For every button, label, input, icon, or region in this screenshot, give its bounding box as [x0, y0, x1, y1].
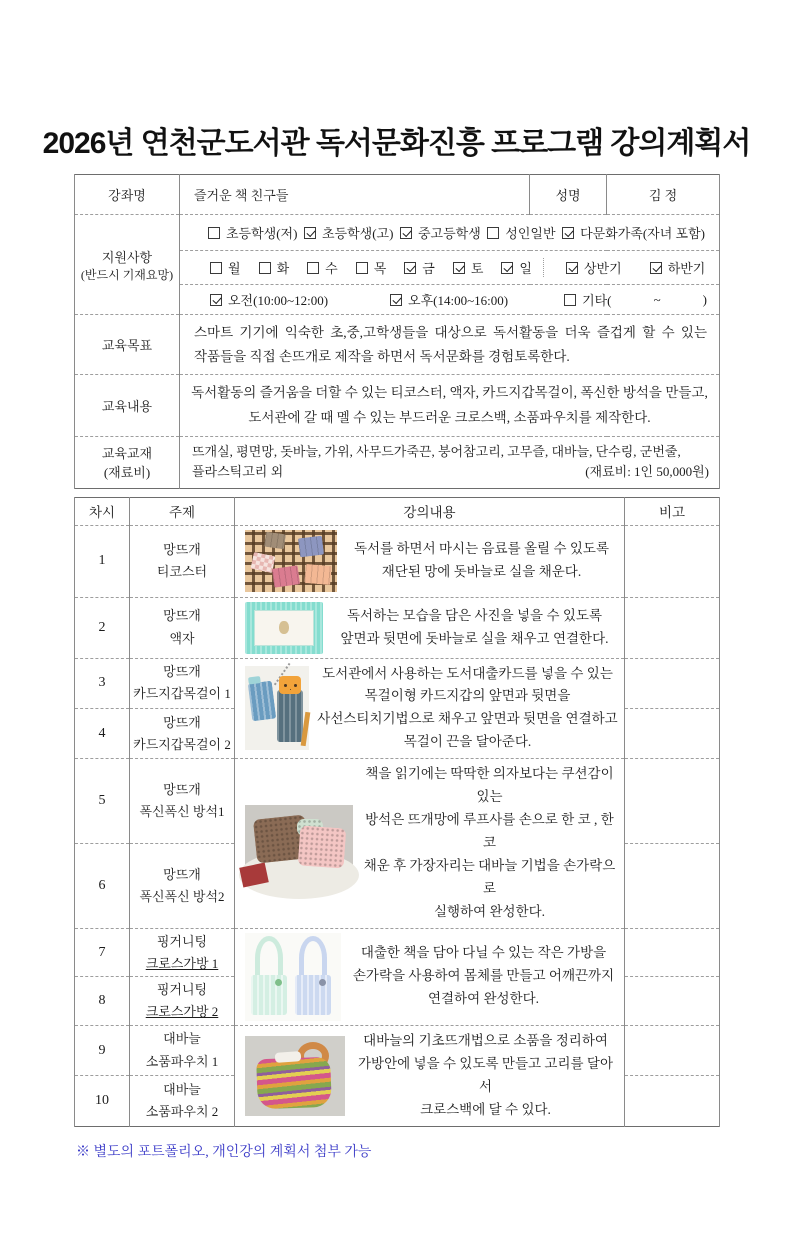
- desc-line: 도서관에서 사용하는 도서대출카드를 넣을 수 있는: [322, 665, 613, 681]
- topic-cell: [130, 928, 235, 977]
- lecture-content-cell: [235, 658, 625, 759]
- desc-line: 목걸이 끈을 달아준다.: [403, 734, 532, 750]
- days-cell: [180, 251, 720, 285]
- table-row: [75, 759, 720, 844]
- day-option-label: 목: [373, 261, 387, 276]
- time-option: [210, 290, 328, 309]
- desc-line: 크로스백에 달 수 있다.: [420, 1101, 551, 1117]
- desc-line: 독서를 하면서 마시는 음료를 올릴 수 있도록: [354, 541, 609, 557]
- checkbox-icon: [487, 227, 499, 239]
- content-text: [180, 375, 720, 437]
- topic-line1: 망뜨개: [163, 866, 201, 882]
- topic-line1: 망뜨개: [163, 608, 201, 624]
- checkbox-icon: [564, 294, 576, 306]
- cushion-photo: [245, 805, 353, 883]
- lecture-description: [331, 605, 618, 651]
- semester-options: [543, 258, 719, 277]
- topic-line1: 핑거니팅: [156, 933, 208, 949]
- table-row: [75, 1025, 720, 1075]
- card-wallet-photo: [245, 666, 309, 750]
- checkbox-icon: [356, 262, 368, 274]
- topic-line1: 망뜨개: [163, 541, 201, 557]
- session-number: 9: [75, 1025, 130, 1075]
- table-row: [75, 658, 720, 708]
- col-header-session: 차시: [75, 497, 130, 525]
- checkbox-icon: [566, 262, 578, 274]
- checkbox-icon: [307, 262, 319, 274]
- topic-line2: 액자: [169, 630, 195, 646]
- session-number: 5: [75, 759, 130, 844]
- support-section-label: [75, 215, 180, 315]
- day-option-label: 금: [422, 261, 435, 276]
- times-cell: [180, 285, 720, 315]
- note-cell: [625, 597, 720, 658]
- session-number: 3: [75, 658, 130, 708]
- day-option: [356, 258, 387, 277]
- lecture-description: [345, 538, 618, 584]
- checkbox-icon: [453, 262, 465, 274]
- desc-line: 재단된 망에 돗바늘로 실을 채운다.: [381, 564, 582, 580]
- topic-line2: 카드지갑목걸이 2: [133, 736, 231, 752]
- lecture-content-cell: [235, 525, 625, 597]
- content-line1: 독서활동의 즐거움을 더할 수 있는 티코스터, 액자, 카드지갑목걸이, 폭신한 방석을 만들고,: [191, 385, 708, 401]
- session-number: 8: [75, 977, 130, 1026]
- topic-line2: 폭신폭신 방석1: [139, 804, 225, 820]
- topic-cell: [130, 759, 235, 844]
- instructor-name: 김 정: [607, 175, 720, 215]
- semester-option: [650, 258, 706, 277]
- lecture-content-cell: [235, 597, 625, 658]
- session-number: 1: [75, 525, 130, 597]
- topic-line1: 대바늘: [163, 1031, 201, 1047]
- pouch-photo: [245, 1036, 345, 1116]
- note-cell: [625, 928, 720, 977]
- knit-frame-photo: [245, 602, 323, 654]
- time-option-label: 기타(: [582, 293, 612, 308]
- material-label-line2: (재료비): [103, 465, 151, 481]
- course-name-value: 즐거운 책 친구들: [180, 175, 530, 215]
- course-name-label: 강좌명: [75, 175, 180, 215]
- session-number: 2: [75, 597, 130, 658]
- material-label-line1: 교육교재: [101, 446, 153, 462]
- checkbox-icon: [404, 262, 416, 274]
- day-option: [404, 258, 435, 277]
- goal-text: [180, 315, 720, 375]
- topic-line1: 망뜨개: [163, 714, 201, 730]
- semester-option: [566, 258, 622, 277]
- desc-line: 가방안에 넣을 수 있도록 만들고 고리를 달아서: [358, 1055, 613, 1094]
- material-cost: (재료비: 1인 50,000원): [585, 464, 709, 480]
- lecture-content-cell: [235, 1025, 625, 1126]
- table-row: [75, 928, 720, 977]
- instructor-label: 성명: [530, 175, 607, 215]
- desc-line: 손가락을 사용하여 몸체를 만들고 어깨끈까지: [352, 968, 615, 984]
- desc-line: 연결하여 완성한다.: [427, 991, 540, 1007]
- content-label: 교육내용: [75, 375, 180, 437]
- day-option: [501, 258, 532, 277]
- lecture-description: [361, 763, 618, 924]
- topic-line2: 티코스터: [156, 564, 208, 580]
- day-option: [210, 258, 241, 277]
- col-header-content: 강의내용: [235, 497, 625, 525]
- day-option: [307, 258, 338, 277]
- target-option-label: 성인일반: [505, 226, 556, 241]
- course-info-table: [74, 174, 720, 489]
- support-label-line1: 지원사항: [101, 249, 153, 265]
- day-option-label: 토: [470, 261, 484, 276]
- target-option: [208, 223, 297, 242]
- material-text: [180, 437, 720, 488]
- note-cell: [625, 759, 720, 844]
- checkbox-icon: [304, 227, 316, 239]
- target-option: [487, 223, 555, 242]
- checkbox-icon: [210, 262, 222, 274]
- topic-cell: [130, 658, 235, 708]
- topic-line2: 소품파우치 1: [145, 1053, 219, 1069]
- lecture-content-cell: [235, 759, 625, 929]
- note-cell: [625, 1076, 720, 1126]
- cross-bag-photo: [245, 933, 341, 1021]
- topic-line2: 크로스가방 1: [145, 955, 219, 971]
- desc-line: 사선스티치기법으로 채우고 앞면과 뒷면을 연결하고: [317, 711, 618, 727]
- desc-line: 대바늘의 기초뜨개법으로 소품을 정리하여: [363, 1032, 608, 1048]
- checkbox-icon: [562, 227, 574, 239]
- checkbox-icon: [259, 262, 271, 274]
- checkbox-icon: [650, 262, 662, 274]
- day-option-label: 일: [519, 261, 532, 276]
- note-cell: [625, 525, 720, 597]
- checkbox-icon: [208, 227, 220, 239]
- material-line2: 플라스틱고리 외: [192, 464, 284, 480]
- topic-cell: [130, 1025, 235, 1075]
- target-option-label: 초등학생(저): [226, 226, 298, 241]
- target-option-label: 초등학생(고): [321, 226, 394, 241]
- goal-line1: 스마트 기기에 익숙한 초,중,고학생들을 대상으로 독서활동을 더욱 즐겁게 할 수 있는: [194, 325, 707, 340]
- desc-line: 독서하는 모습을 담은 사진을 넣을 수 있도록: [347, 607, 602, 623]
- day-option: [453, 258, 484, 277]
- day-option-label: 수: [325, 261, 338, 276]
- checkbox-icon: [390, 294, 402, 306]
- note-cell: [625, 977, 720, 1026]
- topic-line1: 대바늘: [163, 1081, 201, 1097]
- checkbox-icon: [210, 294, 222, 306]
- note-cell: [625, 658, 720, 708]
- topic-line1: 망뜨개: [163, 782, 201, 798]
- target-option: [304, 223, 393, 242]
- topic-line1: 핑거니팅: [156, 982, 208, 997]
- target-audience-cell: [180, 215, 720, 251]
- goal-label: 교육목표: [75, 315, 180, 375]
- session-number: 6: [75, 844, 130, 929]
- checkbox-icon: [501, 262, 513, 274]
- semester-option-label: 하반기: [667, 261, 706, 276]
- lecture-description: [349, 942, 618, 1011]
- target-option-label: 중고등학생: [417, 226, 481, 241]
- day-option-label: 월: [228, 261, 241, 276]
- topic-line2: 소품파우치 2: [145, 1103, 219, 1119]
- goal-line2: 작품들을 직접 손뜨개로 제작을 하면서 독서문화를 경험토록한다.: [194, 348, 570, 364]
- content-line2: 도서관에 갈 때 멜 수 있는 부드러운 크로스백, 소품파우치를 제작한다.: [248, 409, 651, 425]
- day-option-label: 화: [276, 261, 290, 276]
- day-option: [259, 258, 290, 277]
- lecture-description: [353, 1030, 618, 1122]
- target-option: [400, 223, 481, 242]
- time-etc-close-paren: ): [702, 291, 707, 307]
- table-row: [75, 597, 720, 658]
- note-cell: [625, 1025, 720, 1075]
- topic-cell: [130, 977, 235, 1026]
- lecture-description: [317, 663, 618, 755]
- lecture-content-cell: [235, 928, 625, 1025]
- topic-cell: [130, 844, 235, 929]
- col-header-note: 비고: [625, 497, 720, 525]
- table-row: [75, 525, 720, 597]
- note-cell: [625, 844, 720, 929]
- time-option-label: 오전(10:00~12:00): [228, 293, 329, 308]
- page-title: 2026년 연천군도서관 독서문화진흥 프로그램 강의계획서: [42, 127, 751, 160]
- note-cell: [625, 708, 720, 758]
- document-page: [0, 118, 793, 1239]
- desc-line: 목걸이형 카드지갑의 앞면과 뒷면을: [364, 688, 571, 704]
- semester-option-label: 상반기: [584, 261, 622, 276]
- time-option-label: 오후(14:00~16:00): [408, 293, 509, 308]
- topic-line2: 폭신폭신 방석2: [139, 888, 225, 904]
- weekday-options: [180, 258, 543, 277]
- topic-cell: [130, 525, 235, 597]
- time-option: [564, 290, 611, 309]
- material-line1: 뜨개실, 평면망, 돗바늘, 가위, 사무드가죽끈, 붕어참고리, 고무즐, 대바늘, 단수링, 군번줄,: [192, 444, 681, 460]
- desc-line: 앞면과 뒷면에 돗바늘로 실을 채우고 연결한다.: [340, 630, 609, 646]
- topic-line2: 크로스가방 2: [145, 1004, 219, 1020]
- desc-line: 책을 읽기에는 딱딱한 의자보다는 쿠션감이 있는: [365, 766, 614, 805]
- footnote: ※ 별도의 포트폴리오, 개인강의 계획서 첨부 가능: [76, 1144, 372, 1160]
- desc-line: 채운 후 가장자리는 대바늘 기법을 손가락으로: [363, 858, 616, 896]
- topic-cell: [130, 597, 235, 658]
- checkbox-icon: [400, 227, 412, 239]
- desc-line: 대출한 책을 담아 다닐 수 있는 작은 가방을: [360, 945, 607, 961]
- topic-cell: [130, 708, 235, 758]
- col-header-topic: 주제: [130, 497, 235, 525]
- support-label-line2: (반드시 기재요망): [80, 267, 174, 282]
- topic-cell: [130, 1076, 235, 1126]
- time-etc-tilde: ~: [653, 291, 661, 307]
- tea-coasters-photo: [245, 530, 337, 592]
- schedule-table: [74, 497, 720, 1127]
- material-label: [75, 437, 180, 488]
- target-option: [562, 223, 705, 242]
- target-option-label: 다문화가족(자녀 포함): [580, 226, 705, 241]
- desc-line: 실행하여 완성한다.: [433, 903, 546, 919]
- topic-line2: 카드지갑목걸이 1: [133, 686, 231, 702]
- session-number: 10: [75, 1076, 130, 1126]
- desc-line: 방석은 뜨개망에 루프사를 손으로 한 코 , 한 코: [365, 812, 614, 851]
- time-option: [390, 290, 508, 309]
- session-number: 7: [75, 928, 130, 977]
- topic-line1: 망뜨개: [163, 664, 201, 680]
- session-number: 4: [75, 708, 130, 758]
